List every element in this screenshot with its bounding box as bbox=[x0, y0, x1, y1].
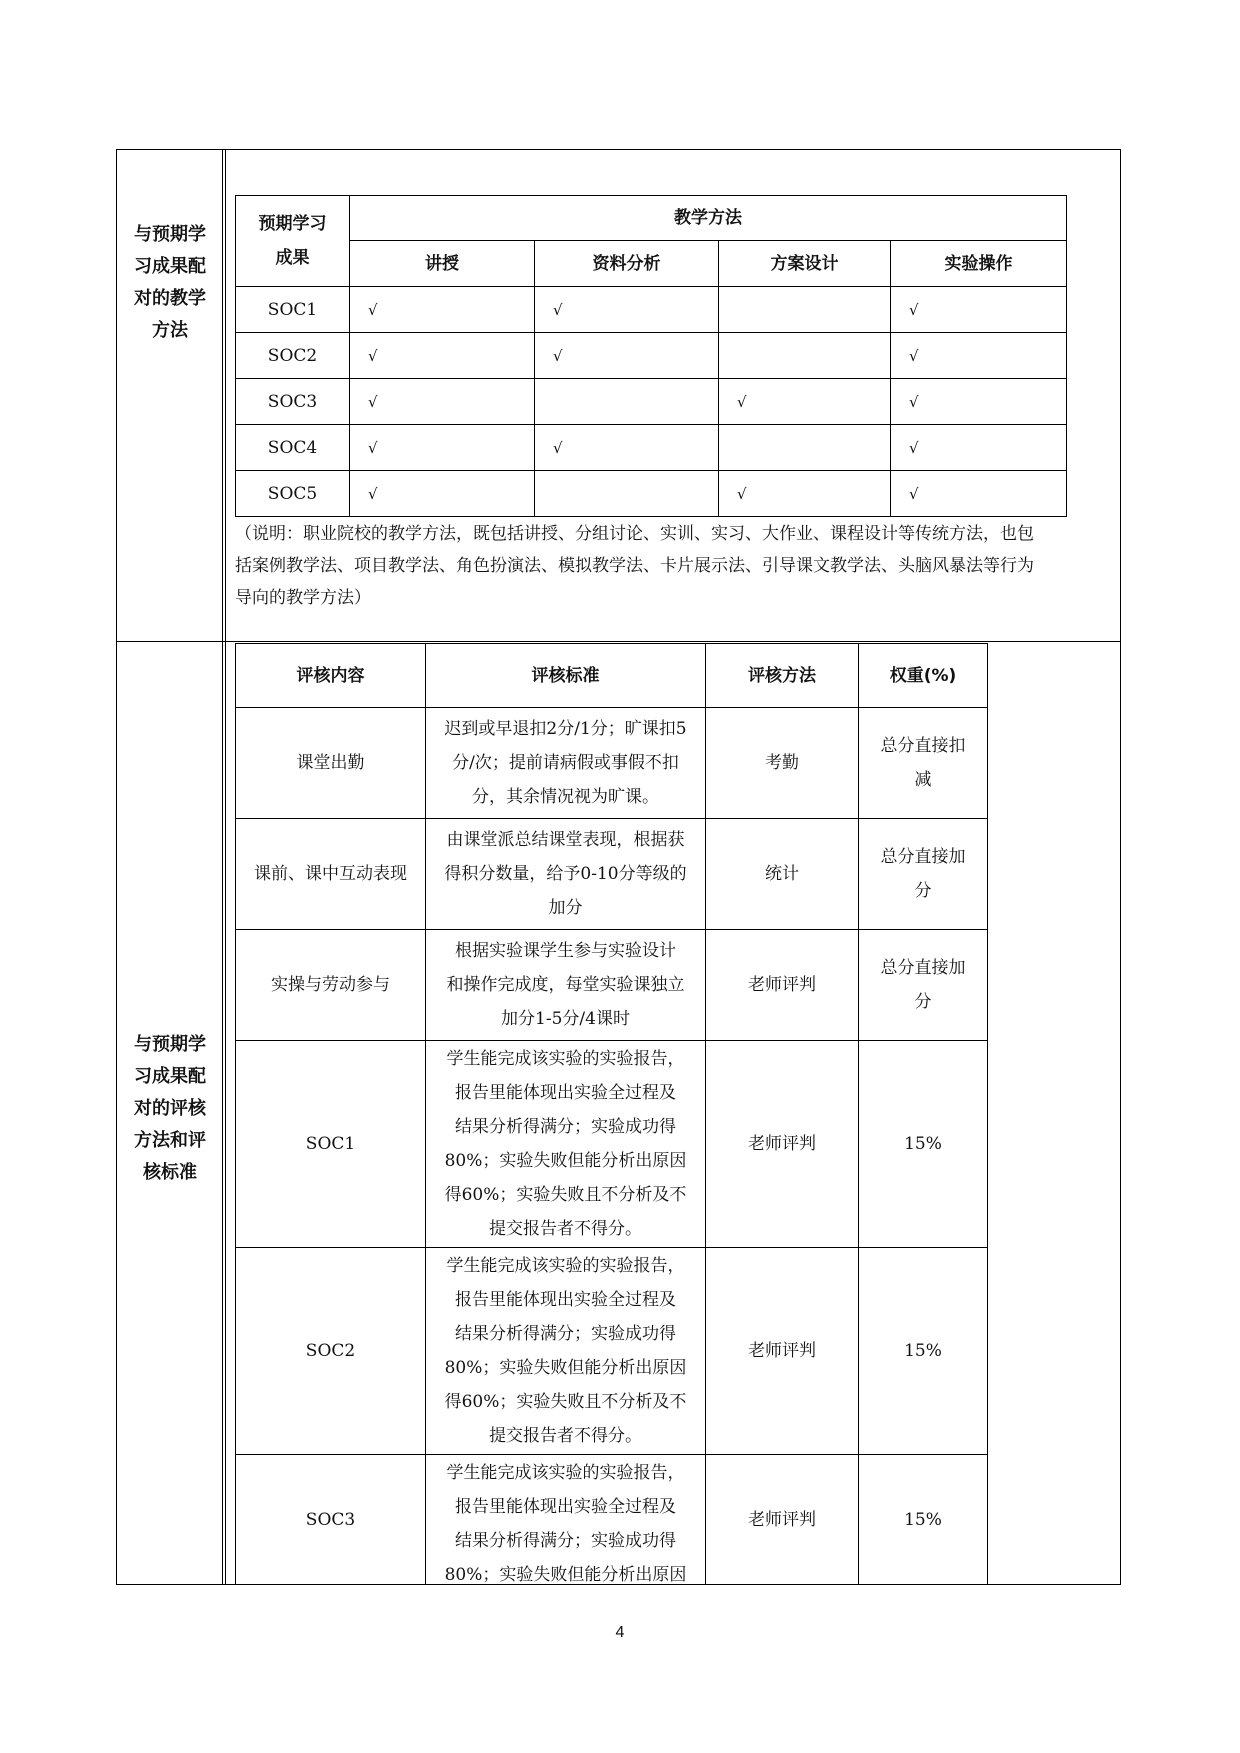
as-standard-cell bbox=[426, 819, 705, 929]
teaching-methods-note bbox=[235, 518, 1115, 614]
section2-label-line: 核标准 bbox=[143, 1162, 197, 1183]
note-line: （说明：职业院校的教学方法，既包括讲授、分组讨论、实训、实习、大作业、课程设计等传统方法，也包 bbox=[235, 524, 1034, 544]
page-number: 4 bbox=[615, 1624, 625, 1641]
outer-top-border bbox=[116, 149, 1121, 150]
tm-line bbox=[235, 516, 1067, 517]
tm-check-cell: √ bbox=[368, 346, 378, 365]
as-standard-cell bbox=[426, 1455, 705, 1584]
tm-check-cell: √ bbox=[909, 484, 919, 503]
as-standard-line: 分/次；提前请病假或事假不扣 bbox=[452, 753, 679, 773]
tm-check-cell: √ bbox=[368, 438, 378, 457]
section1-label-line: 对的教学 bbox=[134, 288, 206, 309]
as-weight-line: 总分直接加 bbox=[880, 958, 966, 978]
as-header-method: 评核方法 bbox=[748, 665, 816, 686]
as-weight-cell: 15% bbox=[904, 1509, 942, 1530]
as-standard-line: 80%；实验失败但能分析出原因 bbox=[444, 1151, 687, 1171]
tm-check-cell: √ bbox=[553, 438, 563, 457]
as-standard-line: 迟到或早退扣2分/1分；旷课扣5 bbox=[444, 719, 687, 739]
tm-check-cell bbox=[719, 287, 890, 332]
tm-check-cell: √ bbox=[368, 300, 378, 319]
as-weight-line: 总分直接扣 bbox=[880, 736, 966, 756]
outer-right-border bbox=[1120, 149, 1121, 1585]
tm-header-methods: 教学方法 bbox=[674, 208, 742, 228]
label-column-divider-a bbox=[222, 149, 223, 1585]
as-standard-cell bbox=[426, 1248, 705, 1454]
tm-outcome-cell: SOC3 bbox=[267, 391, 318, 412]
tm-check-cell bbox=[535, 379, 718, 424]
as-standard-line: 结果分析得满分；实验成功得 bbox=[455, 1324, 676, 1344]
as-content-cell: 实操与劳动参与 bbox=[271, 975, 390, 995]
as-content-cell: 课堂出勤 bbox=[296, 753, 365, 773]
as-header-standard: 评核标准 bbox=[531, 665, 600, 686]
as-weight-line: 总分直接加 bbox=[880, 847, 966, 867]
as-standard-line: 分，其余情况视为旷课。 bbox=[472, 787, 659, 807]
section2-label-line: 对的评核 bbox=[134, 1098, 206, 1119]
tm-check-cell: √ bbox=[909, 392, 919, 411]
tm-check-cell: √ bbox=[737, 484, 747, 503]
as-standard-line: 报告里能体现出实验全过程及 bbox=[455, 1290, 676, 1310]
as-standard-line: 报告里能体现出实验全过程及 bbox=[455, 1497, 676, 1517]
as-weight-cell bbox=[859, 819, 987, 929]
as-standard-cell bbox=[426, 930, 705, 1040]
as-weight-line: 分 bbox=[914, 992, 932, 1012]
tm-method-col-1: 资料分析 bbox=[592, 253, 661, 274]
tm-check-cell: √ bbox=[553, 300, 563, 319]
as-standard-line: 得60%；实验失败且不分析及不 bbox=[444, 1185, 687, 1205]
as-standard-line: 和操作完成度，每堂实验课独立 bbox=[446, 975, 685, 995]
as-standard-line: 80%；实验失败但能分析出原因 bbox=[444, 1358, 687, 1378]
tm-method-col-3: 实验操作 bbox=[944, 253, 1013, 274]
as-weight-cell bbox=[859, 708, 987, 818]
as-weight-cell: 15% bbox=[904, 1341, 942, 1361]
as-standard-line: 报告里能体现出实验全过程及 bbox=[455, 1083, 676, 1103]
as-standard-line: 加分 bbox=[548, 898, 583, 918]
as-method-cell: 老师评判 bbox=[748, 975, 816, 995]
as-content-cell: SOC2 bbox=[305, 1341, 356, 1361]
as-standard-cell bbox=[426, 1041, 705, 1247]
tm-check-cell: √ bbox=[909, 346, 919, 365]
note-line: 导向的教学方法） bbox=[235, 588, 371, 608]
as-method-cell: 统计 bbox=[765, 864, 799, 884]
section1-label-line: 方法 bbox=[152, 320, 188, 341]
as-method-cell: 老师评判 bbox=[748, 1134, 816, 1154]
tm-outcome-cell: SOC5 bbox=[267, 483, 318, 504]
tm-check-cell: √ bbox=[553, 346, 563, 365]
as-method-cell: 老师评判 bbox=[748, 1341, 816, 1361]
note-line: 括案例教学法、项目教学法、角色扮演法、模拟教学法、卡片展示法、引导课文教学法、头脑风暴法等行为 bbox=[235, 556, 1034, 576]
tm-check-cell: √ bbox=[737, 392, 747, 411]
section2-label-line: 与预期学 bbox=[134, 1034, 206, 1055]
as-standard-line: 根据实验课学生参与实验设计 bbox=[455, 941, 676, 961]
tm-check-cell: √ bbox=[368, 484, 378, 503]
tm-outcome-cell: SOC1 bbox=[267, 299, 318, 320]
as-content-cell: SOC3 bbox=[305, 1509, 356, 1530]
as-content-cell: 课前、课中互动表现 bbox=[254, 864, 407, 884]
tm-method-col-0: 讲授 bbox=[425, 253, 459, 274]
section1-label-line: 与预期学 bbox=[134, 224, 206, 245]
as-standard-line: 学生能完成该实验的实验报告， bbox=[446, 1463, 685, 1483]
as-content-cell: SOC1 bbox=[305, 1134, 356, 1154]
tm-header-outcome bbox=[236, 196, 349, 286]
outer-left-border bbox=[116, 149, 117, 1585]
as-standard-line: 提交报告者不得分。 bbox=[489, 1219, 642, 1239]
as-standard-line: 学生能完成该实验的实验报告， bbox=[446, 1256, 685, 1276]
section2-label-line: 方法和评 bbox=[134, 1130, 206, 1151]
as-standard-cell bbox=[426, 708, 705, 818]
section-divider bbox=[116, 641, 1121, 642]
as-standard-line: 得60%；实验失败且不分析及不 bbox=[444, 1392, 687, 1412]
section2-label bbox=[120, 1029, 220, 1189]
as-header-content: 评核内容 bbox=[296, 665, 365, 686]
as-standard-line: 结果分析得满分；实验成功得 bbox=[455, 1531, 676, 1551]
as-line bbox=[987, 643, 988, 1585]
tm-outcome-cell: SOC2 bbox=[267, 345, 318, 366]
as-weight-cell bbox=[859, 930, 987, 1040]
tm-check-cell bbox=[719, 333, 890, 378]
section1-label-line: 习成果配 bbox=[134, 256, 206, 277]
tm-outcome-cell: SOC4 bbox=[267, 437, 318, 458]
tm-check-cell: √ bbox=[368, 392, 378, 411]
section1-label bbox=[120, 219, 220, 347]
as-method-cell: 考勤 bbox=[765, 753, 799, 773]
tm-check-cell: √ bbox=[909, 438, 919, 457]
tm-check-cell bbox=[535, 471, 718, 516]
as-standard-line: 80%；实验失败但能分析出原因 bbox=[444, 1565, 687, 1585]
tm-check-cell: √ bbox=[909, 300, 919, 319]
as-weight-line: 减 bbox=[914, 770, 932, 790]
tm-header-outcome-line: 预期学习 bbox=[258, 214, 327, 234]
as-standard-line: 得积分数量，给予0-10分等级的 bbox=[444, 864, 687, 884]
as-standard-line: 加分1-5分/4课时 bbox=[501, 1009, 630, 1029]
as-standard-line: 学生能完成该实验的实验报告， bbox=[446, 1049, 685, 1069]
as-standard-line: 提交报告者不得分。 bbox=[489, 1426, 642, 1446]
as-standard-line: 结果分析得满分；实验成功得 bbox=[455, 1117, 676, 1137]
tm-header-outcome-line: 成果 bbox=[275, 248, 310, 268]
tm-method-col-2: 方案设计 bbox=[770, 253, 839, 274]
as-method-cell: 老师评判 bbox=[748, 1509, 816, 1530]
as-standard-line: 由课堂派总结课堂表现，根据获 bbox=[446, 830, 685, 850]
as-weight-cell: 15% bbox=[904, 1134, 942, 1154]
label-column-divider-b bbox=[225, 149, 226, 1585]
tm-line bbox=[1066, 195, 1067, 517]
section2-label-line: 习成果配 bbox=[134, 1066, 206, 1087]
as-header-weight: 权重(%) bbox=[889, 665, 957, 686]
tm-check-cell bbox=[719, 425, 890, 470]
as-weight-line: 分 bbox=[914, 881, 932, 901]
